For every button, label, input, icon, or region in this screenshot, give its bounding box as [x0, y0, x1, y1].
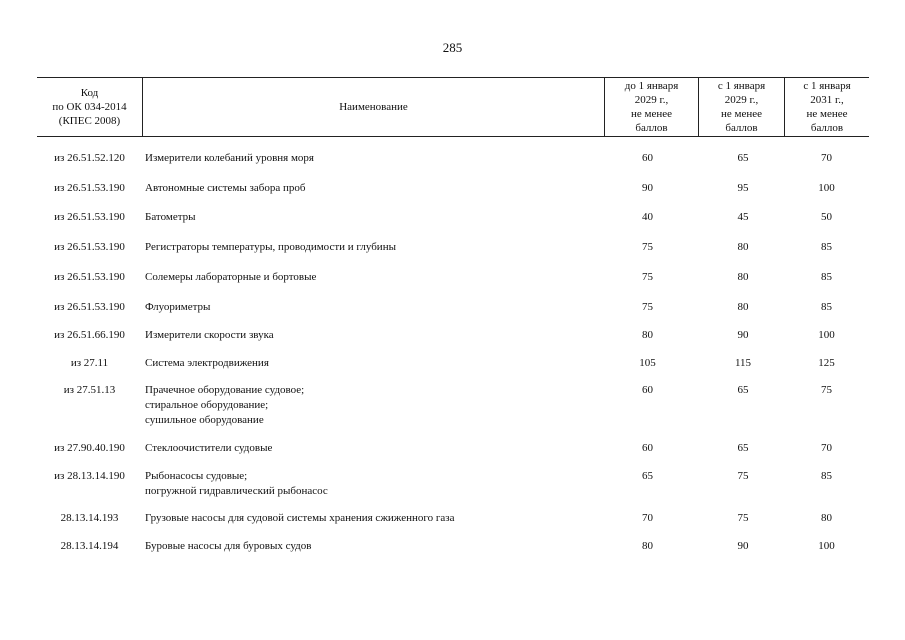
row-name: Стеклоочистители судовые	[145, 442, 273, 454]
row-code: из 27.90.40.190	[54, 442, 125, 454]
row-value-3: 85	[821, 271, 832, 283]
row-name: Рыбонасосы судовые; погружной гидравлический рыбонасос	[145, 470, 328, 497]
header-name: Наименование	[142, 78, 604, 136]
row-name: Флуориметры	[145, 301, 211, 313]
row-value-3: 100	[818, 182, 835, 194]
table-header	[37, 77, 869, 137]
row-value-2: 80	[737, 301, 749, 313]
row-code: 28.13.14.193	[60, 512, 119, 524]
row-value-3: 85	[821, 301, 832, 313]
row-name: Грузовые насосы для судовой системы хранения сжиженного газа	[145, 512, 455, 524]
row-name: Солемеры лабораторные и бортовые	[145, 271, 317, 283]
header-period-3: с 1 января 2031 г., не менее баллов	[784, 78, 869, 136]
row-value-2: 90	[737, 329, 749, 341]
row-value-3: 80	[821, 512, 832, 524]
row-code: из 26.51.53.190	[54, 271, 125, 283]
row-value-1: 65	[642, 470, 653, 482]
row-value-3: 125	[818, 357, 835, 369]
row-code: из 26.51.53.190	[54, 241, 125, 253]
row-value-3: 50	[821, 211, 832, 223]
row-value-2: 65	[737, 442, 749, 454]
row-name: Прачечное оборудование судовое; стиральное оборудование; сушильное оборудование	[145, 384, 305, 426]
row-value-1: 75	[642, 241, 653, 253]
row-code: из 26.51.53.190	[54, 211, 125, 223]
row-value-1: 40	[642, 211, 653, 223]
row-code: из 28.13.14.190	[54, 470, 125, 482]
row-value-3: 100	[818, 329, 835, 341]
row-code: из 27.51.13	[63, 384, 116, 396]
row-value-1: 105	[639, 357, 656, 369]
row-code: из 26.51.53.190	[54, 182, 125, 194]
row-value-1: 60	[642, 442, 653, 454]
row-value-3: 85	[821, 470, 832, 482]
row-code: из 27.11	[70, 357, 109, 369]
row-value-1: 70	[642, 512, 653, 524]
row-code: из 26.51.53.190	[54, 301, 125, 313]
row-value-1: 80	[642, 540, 653, 552]
row-value-2: 80	[737, 271, 749, 283]
row-value-2: 90	[737, 540, 749, 552]
row-code: из 26.51.66.190	[54, 329, 125, 341]
row-value-2: 80	[737, 241, 749, 253]
row-value-1: 90	[642, 182, 653, 194]
row-name: Батометры	[145, 211, 196, 223]
row-value-1: 60	[642, 152, 653, 164]
row-value-2: 45	[737, 211, 749, 223]
row-value-3: 75	[821, 384, 832, 396]
row-value-1: 80	[642, 329, 653, 341]
row-value-1: 75	[642, 271, 653, 283]
page-number: 285	[442, 40, 463, 55]
row-value-2: 65	[737, 152, 749, 164]
row-code: 28.13.14.194	[60, 540, 119, 552]
header-period-2: с 1 января 2029 г., не менее баллов	[698, 78, 784, 136]
row-value-2: 75	[737, 470, 749, 482]
row-value-3: 85	[821, 241, 832, 253]
row-name: Система электродвижения	[145, 357, 269, 369]
row-name: Измерители скорости звука	[145, 329, 274, 341]
row-value-3: 70	[821, 442, 832, 454]
row-value-1: 60	[642, 384, 653, 396]
row-name: Автономные системы забора проб	[145, 182, 306, 194]
row-name: Измерители колебаний уровня моря	[145, 152, 314, 164]
row-value-2: 115	[734, 357, 752, 369]
row-name: Буровые насосы для буровых судов	[145, 540, 312, 552]
header-code: Код по ОК 034-2014 (КПЕС 2008)	[52, 87, 127, 127]
row-name: Регистраторы температуры, проводимости и глубины	[145, 241, 396, 253]
row-value-3: 70	[821, 152, 832, 164]
row-code: из 26.51.52.120	[54, 152, 125, 164]
row-value-2: 95	[737, 182, 749, 194]
row-value-1: 75	[642, 301, 653, 313]
row-value-2: 75	[737, 512, 749, 524]
header-period-1: до 1 января 2029 г., не менее баллов	[604, 78, 698, 136]
row-value-3: 100	[818, 540, 835, 552]
row-value-2: 65	[737, 384, 749, 396]
